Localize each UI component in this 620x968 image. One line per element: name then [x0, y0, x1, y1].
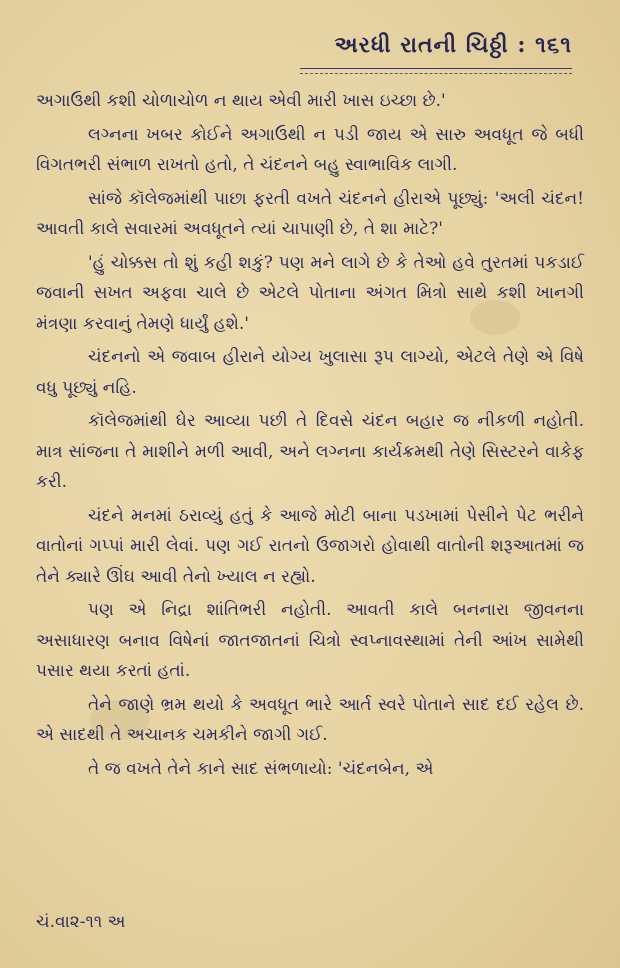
printer-signature-mark: ચં.વા૨-૧૧ અ: [36, 912, 126, 932]
paragraph: તેને જાણે ભ્રમ થયો કે અવધૂત ભારે આર્ત સ્વરે પોતાને સાદ દઈ રહેલ છે. એ સાદથી તે અચાનક ચમકીને જાગી ગઈ.: [36, 694, 584, 745]
page-body: [36, 86, 584, 787]
paragraph: તે જ વખતે તેને કાને સાદ સંભળાયો: 'ચંદનબેન, એ: [88, 758, 434, 779]
paragraph: સાંજે કૉલેજમાંથી પાછા ફરતી વખતે ચંદનને હીરાએ પૂછ્યું: 'અલી ચંદન! આવતી કાલે સવારમાં અવધૂતને ત્યાં ચાપાણી છે, તે શા માટે?': [36, 188, 584, 239]
paragraph: ચંદનનો એ જવાબ હીરાને યોગ્ય ખુલાસા રૂપ લાગ્યો, એટલે તેણે એ વિષે વધુ પૂછ્યું નહિ.: [36, 347, 584, 398]
paragraph: 'હું ચોક્કસ તો શું કહી શકું? પણ મને લાગે છે કે તેઓ હવે તુરતમાં પકડાઈ જવાની સખત અફવા ચાલે છે એટલે પોતાના અંગત મિત્રો સાથે કશી ખાનગી મંત્રણા કરવાનું તેમણે ધાર્યું હશે.': [36, 252, 584, 334]
paragraph: અગાઉથી કશી ચોળાચોળ ન થાય એવી મારી ખાસ ઇચ્છા છે.': [36, 91, 446, 111]
paragraph: કૉલેજમાંથી ઘેર આવ્યા પછી તે દિવસે ચંદન બહાર જ નીકળી નહોતી. માત્ર સાંજના તે માશીને મળી આવી, અને લગ્નના કાર્યક્રમથી તેણે સિસ્ટરને વાકેફ કરી.: [36, 411, 584, 492]
paragraph: ચંદને મનમાં ઠરાવ્યું હતું કે આજે મોટી બાના પડખામાં પેસીને પેટ ભરીને વાતોનાં ગપ્પાં મારી લેવાં. પણ ગઈ રાતનો ઉજાગરો હોવાથી વાતોની શરૂઆતમાં જ તેને ક્યારે ઊંઘ આવી તેનો ખ્યાલ ન રહ્યો.: [36, 505, 584, 587]
header-rule-wavy: [300, 73, 572, 77]
paragraph: પણ એ નિદ્રા શાંતિભરી નહોતી. આવતી કાલે બનનારા જીવનના અસાધારણ બનાવ વિષેનાં જાતજાતનાં ચિત્રો સ્વપ્નાવસ્થામાં તેની આંખ સામેથી પસાર થયા કરતાં હતાં.: [36, 600, 584, 681]
running-head: અરધી રાતની ચિઠ્ઠી : ૧૬૧: [334, 32, 572, 58]
header-rule: [300, 68, 572, 70]
paragraph: લગ્નના ખબર કોઈને અગાઉથી ન પડી જાય એ સારુ અવધૂત જે બધી વિગતભરી સંભાળ રાખતો હતો, તે ચંદનને બહુ સ્વાભાવિક લાગી.: [36, 124, 584, 175]
